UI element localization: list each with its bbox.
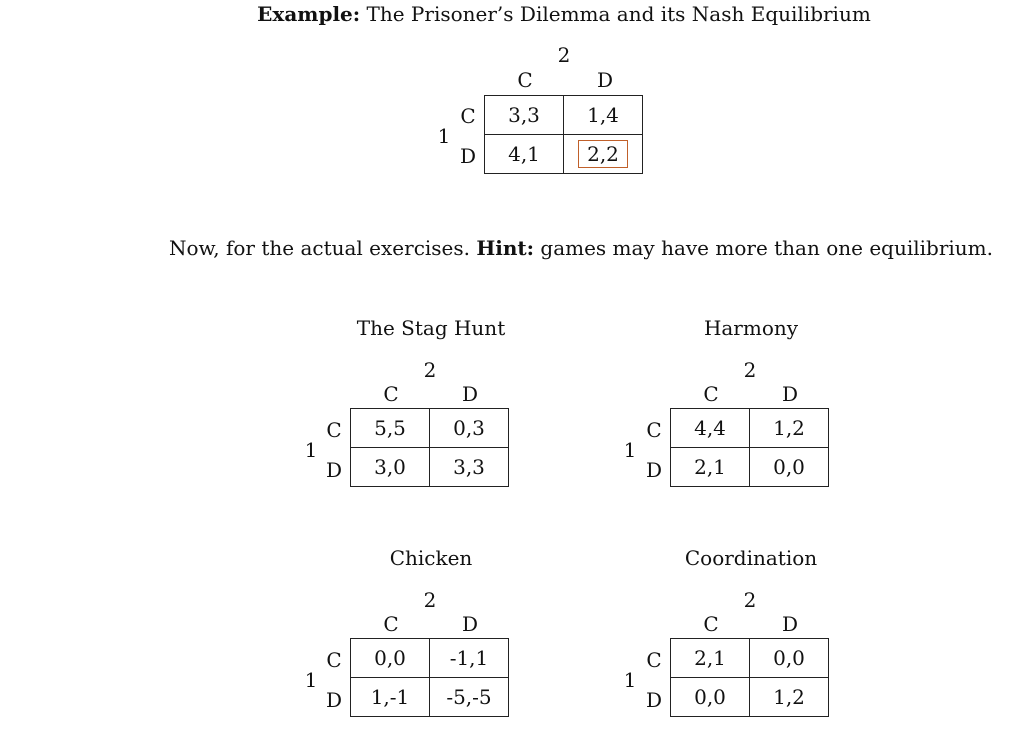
example-col-d: D xyxy=(596,68,614,92)
col-d: D xyxy=(781,382,799,406)
cell-dd: 0,0 xyxy=(750,448,829,487)
row-d: D xyxy=(645,458,663,482)
cell-dd: 3,3 xyxy=(430,448,509,487)
player2-label: 2 xyxy=(423,358,437,382)
cell-cd: 1,2 xyxy=(750,409,829,448)
player2-label: 2 xyxy=(423,588,437,612)
cell-cc: 2,1 xyxy=(671,639,750,678)
example-player1-label: 1 xyxy=(437,124,451,148)
example-row-c: C xyxy=(460,104,476,128)
player2-label: 2 xyxy=(743,358,757,382)
row-c: C xyxy=(326,648,342,672)
nash-equilibrium-box: 2,2 xyxy=(578,140,628,168)
cell-cc: 5,5 xyxy=(351,409,430,448)
player1-label: 1 xyxy=(623,668,637,692)
row-c: C xyxy=(326,418,342,442)
cell-cc: 0,0 xyxy=(351,639,430,678)
cell-dd: 1,2 xyxy=(750,678,829,717)
payoff-matrix xyxy=(670,638,829,717)
row-c: C xyxy=(646,418,662,442)
cell-dd: -5,-5 xyxy=(430,678,509,717)
col-c: C xyxy=(383,382,399,406)
hint-label: Hint: xyxy=(476,236,535,260)
cell-dc: 2,1 xyxy=(671,448,750,487)
row-d: D xyxy=(325,688,343,712)
example-cell-cc: 3,3 xyxy=(485,96,564,135)
cell-dc: 1,-1 xyxy=(351,678,430,717)
row-d: D xyxy=(645,688,663,712)
example-row-d: D xyxy=(459,144,477,168)
game-title: The Stag Hunt xyxy=(356,316,506,340)
game-title: Harmony xyxy=(703,316,799,340)
row-c: C xyxy=(646,648,662,672)
player1-label: 1 xyxy=(623,438,637,462)
payoff-matrix xyxy=(670,408,829,487)
cell-dc: 3,0 xyxy=(351,448,430,487)
game-title: Chicken xyxy=(389,546,473,570)
game-title: Coordination xyxy=(684,546,818,570)
payoff-matrix xyxy=(350,408,509,487)
payoff-matrix xyxy=(350,638,509,717)
example-cell-dd xyxy=(564,135,643,174)
intro-before: Now, for the actual exercises. xyxy=(168,236,477,260)
example-label: Example: xyxy=(257,2,361,26)
cell-cc: 4,4 xyxy=(671,409,750,448)
example-title xyxy=(0,2,1024,26)
col-d: D xyxy=(781,612,799,636)
example-cell-cd: 1,4 xyxy=(564,96,643,135)
cell-cd: 0,3 xyxy=(430,409,509,448)
example-col-c: C xyxy=(517,68,533,92)
cell-cd: -1,1 xyxy=(430,639,509,678)
intro-text xyxy=(0,236,1024,260)
col-d: D xyxy=(461,612,479,636)
col-c: C xyxy=(703,382,719,406)
cell-dc: 0,0 xyxy=(671,678,750,717)
example-title-text: The Prisoner’s Dilemma and its Nash Equilibrium xyxy=(366,2,871,26)
example-cell-dc: 4,1 xyxy=(485,135,564,174)
player1-label: 1 xyxy=(304,668,318,692)
player1-label: 1 xyxy=(304,438,318,462)
cell-cd: 0,0 xyxy=(750,639,829,678)
player2-label: 2 xyxy=(743,588,757,612)
col-c: C xyxy=(383,612,399,636)
col-c: C xyxy=(703,612,719,636)
col-d: D xyxy=(461,382,479,406)
example-payoff-matrix xyxy=(484,95,643,174)
example-player2-label: 2 xyxy=(557,43,571,67)
row-d: D xyxy=(325,458,343,482)
intro-after: games may have more than one equilibrium. xyxy=(534,236,994,260)
